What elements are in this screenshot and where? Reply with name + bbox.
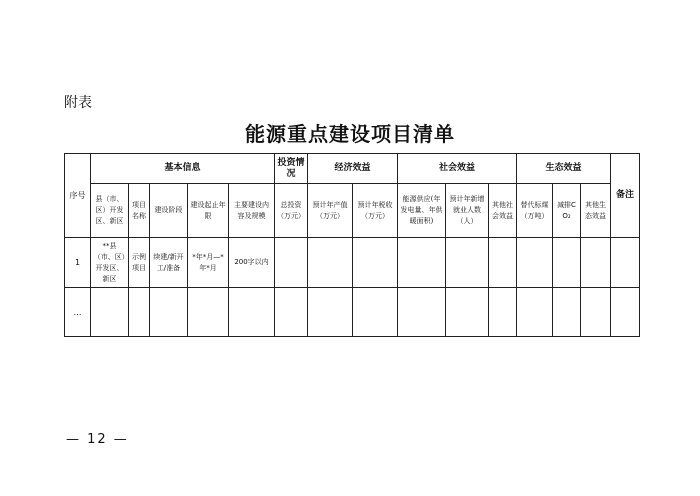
group-economic: 经济效益 xyxy=(308,154,398,184)
cell-stage: 续建/新开工/准备 xyxy=(150,238,188,288)
page-number: — 12 — xyxy=(66,432,129,447)
col-county: 县（市、区）开发区、新区 xyxy=(91,184,129,238)
group-investment: 投资情况 xyxy=(275,154,308,184)
cell-empty xyxy=(353,238,398,288)
cell-empty xyxy=(517,238,553,288)
col-energy-supply: 能源供应(年发电量、年供暖面积) xyxy=(398,184,446,238)
cell-empty xyxy=(308,288,353,337)
cell-empty xyxy=(398,288,446,337)
cell-county: **县（市、区）开发区、新区 xyxy=(91,238,129,288)
cell-project-name: 示例项目 xyxy=(129,238,150,288)
col-stage: 建设阶段 xyxy=(150,184,188,238)
cell-empty xyxy=(353,288,398,337)
table-row xyxy=(65,238,640,288)
col-new-jobs: 预计年新增就业人数（人） xyxy=(446,184,489,238)
header-row-subcolumns xyxy=(65,184,640,238)
col-project-name: 项目名称 xyxy=(129,184,150,238)
col-annual-tax: 预计年税收（万元） xyxy=(353,184,398,238)
col-other-social: 其他社会效益 xyxy=(489,184,517,238)
cell-empty xyxy=(275,288,308,337)
col-co2-reduction: 减排CO₂ xyxy=(553,184,581,238)
appendix-label: 附表 xyxy=(64,95,92,111)
cell-empty xyxy=(611,238,640,288)
col-coal-replacement: 替代标煤（万吨） xyxy=(517,184,553,238)
cell-empty xyxy=(275,238,308,288)
cell-empty xyxy=(517,288,553,337)
col-period: 建设起止年限 xyxy=(188,184,229,238)
cell-empty xyxy=(229,288,275,337)
cell-period: *年*月—*年*月 xyxy=(188,238,229,288)
cell-empty xyxy=(398,238,446,288)
seq-header: 序号 xyxy=(65,154,91,238)
header-row-groups xyxy=(65,154,640,184)
col-annual-output: 预计年产值（万元） xyxy=(308,184,353,238)
col-other-ecological: 其他生态效益 xyxy=(581,184,611,238)
cell-empty xyxy=(553,238,581,288)
cell-empty xyxy=(489,238,517,288)
group-ecological: 生态效益 xyxy=(517,154,611,184)
group-social: 社会效益 xyxy=(398,154,517,184)
group-remarks: 备注 xyxy=(611,154,640,238)
cell-empty xyxy=(188,288,229,337)
group-basic-info: 基本信息 xyxy=(91,154,275,184)
cell-empty xyxy=(91,288,129,337)
row-seq: 1 xyxy=(65,238,91,288)
col-content: 主要建设内容及规模 xyxy=(229,184,275,238)
cell-empty xyxy=(581,288,611,337)
cell-content: 200字以内 xyxy=(229,238,275,288)
cell-empty xyxy=(308,238,353,288)
cell-empty xyxy=(581,238,611,288)
row-seq-ellipsis: … xyxy=(65,288,91,337)
cell-empty xyxy=(611,288,640,337)
cell-empty xyxy=(489,288,517,337)
document-title: 能源重点建设项目清单 xyxy=(245,122,455,146)
cell-empty xyxy=(446,288,489,337)
cell-empty xyxy=(150,288,188,337)
table-row xyxy=(65,288,640,337)
project-list-table xyxy=(64,153,640,337)
cell-empty xyxy=(129,288,150,337)
col-total-investment: 总投资（万元） xyxy=(275,184,308,238)
cell-empty xyxy=(446,238,489,288)
cell-empty xyxy=(553,288,581,337)
